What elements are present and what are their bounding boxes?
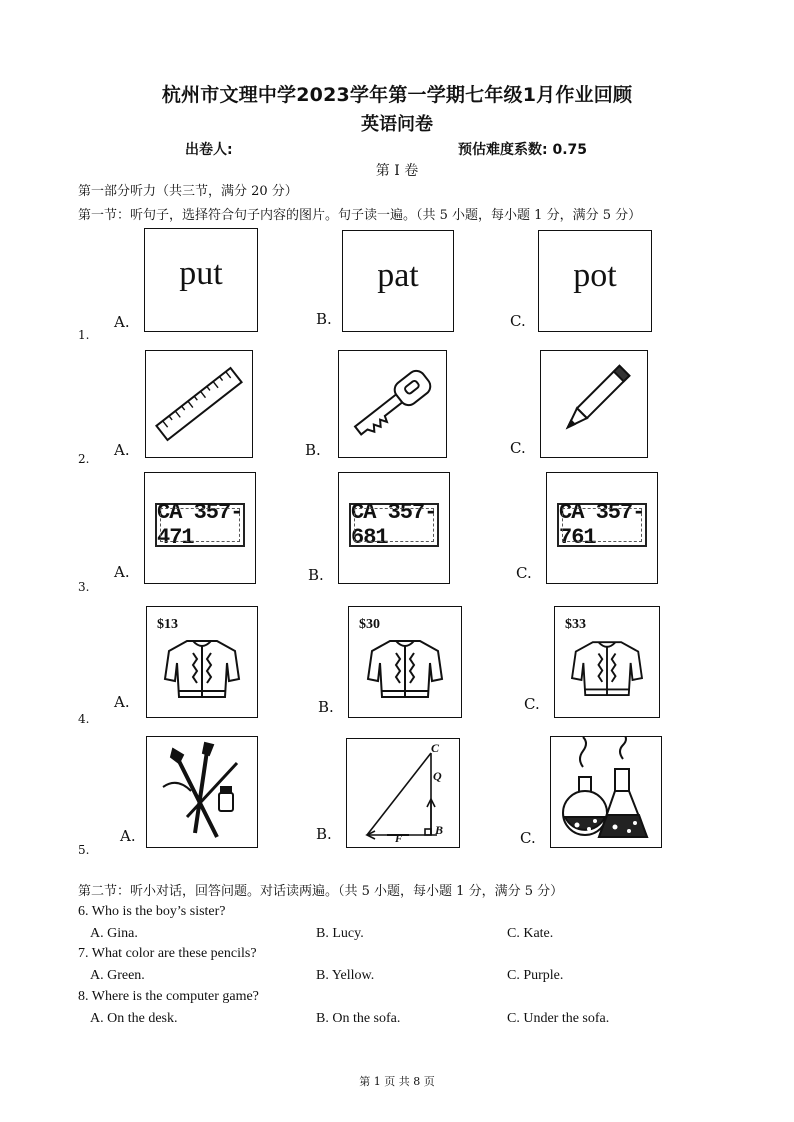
word-put: put: [179, 255, 223, 292]
plate-picture: [546, 472, 658, 584]
part1-heading: 第一部分听力（共三节，满分 20 分）: [78, 184, 298, 199]
answer-8b: B. On the sofa.: [316, 1011, 401, 1026]
section2-heading: 第二节：听小对话，回答问题。对话读两遍。（共 5 小题，每小题 1 分，满分 5 分）: [78, 884, 564, 899]
word-pot: pot: [573, 257, 617, 294]
plate-picture: [144, 472, 256, 584]
question-number: 2.: [78, 452, 90, 466]
sweater-icon: [349, 607, 461, 717]
option-label: B.: [316, 310, 332, 328]
question-7: 7. What color are these pencils?: [78, 946, 257, 961]
word-box: [144, 228, 258, 332]
question-number: 4.: [78, 712, 90, 726]
chemistry-flasks-icon: [551, 737, 661, 847]
option-label: A.: [114, 313, 130, 331]
answer-6c: C. Kate.: [507, 926, 554, 941]
word-pat: pat: [377, 257, 419, 294]
page-footer: 第 1 页 共 8 页: [359, 1075, 435, 1088]
sweater-picture: [554, 606, 660, 718]
art-picture: [146, 736, 258, 848]
option-label: A.: [120, 827, 136, 845]
license-plate: CA 357-761: [557, 503, 647, 547]
license-plate: CA 357-471: [155, 503, 245, 547]
answer-7a: A. Green.: [90, 968, 145, 983]
question-number: 1.: [78, 328, 90, 342]
option-label: A.: [114, 563, 130, 581]
license-plate: CA 357-681: [349, 503, 439, 547]
question-8: 8. Where is the computer game?: [78, 989, 259, 1004]
option-label: B.: [308, 566, 324, 584]
option-label: C.: [516, 564, 532, 582]
option-label: C.: [524, 695, 540, 713]
answer-7c: C. Purple.: [507, 968, 564, 983]
answer-6b: B. Lucy.: [316, 926, 364, 941]
option-label: B.: [316, 825, 332, 843]
exam-title: 杭州市文理中学2023学年第一学期七年级1月作业回顾: [161, 84, 633, 106]
ruler-icon: [146, 351, 252, 457]
option-label: C.: [510, 312, 526, 330]
point-label-q: Q: [433, 769, 442, 783]
sweater-icon: [555, 607, 659, 717]
option-label: A.: [114, 441, 130, 459]
point-label-c: C: [431, 741, 440, 755]
option-label: B.: [318, 698, 334, 716]
point-label-b: B: [435, 823, 444, 837]
key-icon: [339, 351, 446, 457]
ruler-picture: [145, 350, 253, 458]
pencil-icon: [541, 351, 647, 457]
price-label: $30: [359, 617, 380, 632]
point-label-f: F: [395, 833, 403, 845]
geometry-picture: [346, 738, 460, 848]
sweater-picture: [348, 606, 462, 718]
key-picture: [338, 350, 447, 458]
question-number: 5.: [78, 843, 90, 857]
sweater-picture: [146, 606, 258, 718]
option-label: B.: [305, 441, 321, 459]
answer-6a: A. Gina.: [90, 926, 138, 941]
word-box: [342, 230, 454, 332]
chemistry-picture: [550, 736, 662, 848]
question-6: 6. Who is the boy’s sister?: [78, 904, 226, 919]
price-label: $33: [565, 617, 586, 632]
word-box: [538, 230, 652, 332]
option-label: C.: [510, 439, 526, 457]
volume-label: 第 I 卷: [375, 163, 419, 179]
answer-8a: A. On the desk.: [90, 1011, 178, 1026]
art-brushes-icon: [147, 737, 257, 847]
answer-7b: B. Yellow.: [316, 968, 375, 983]
option-label: C.: [520, 829, 536, 847]
question-number: 3.: [78, 580, 90, 594]
answer-8c: C. Under the sofa.: [507, 1011, 610, 1026]
option-label: A.: [114, 693, 130, 711]
price-label: $13: [157, 617, 178, 632]
section1-heading: 第一节：听句子，选择符合句子内容的图片。句子读一遍。（共 5 小题，每小题 1 分，满分 5 分）: [78, 208, 642, 223]
difficulty-label: 预估难度系数: 0.75: [458, 142, 588, 158]
pencil-picture: [540, 350, 648, 458]
exam-subtitle: 英语问卷: [361, 114, 433, 135]
author-label: 出卷人:: [185, 142, 233, 158]
plate-picture: [338, 472, 450, 584]
sweater-icon: [147, 607, 257, 717]
